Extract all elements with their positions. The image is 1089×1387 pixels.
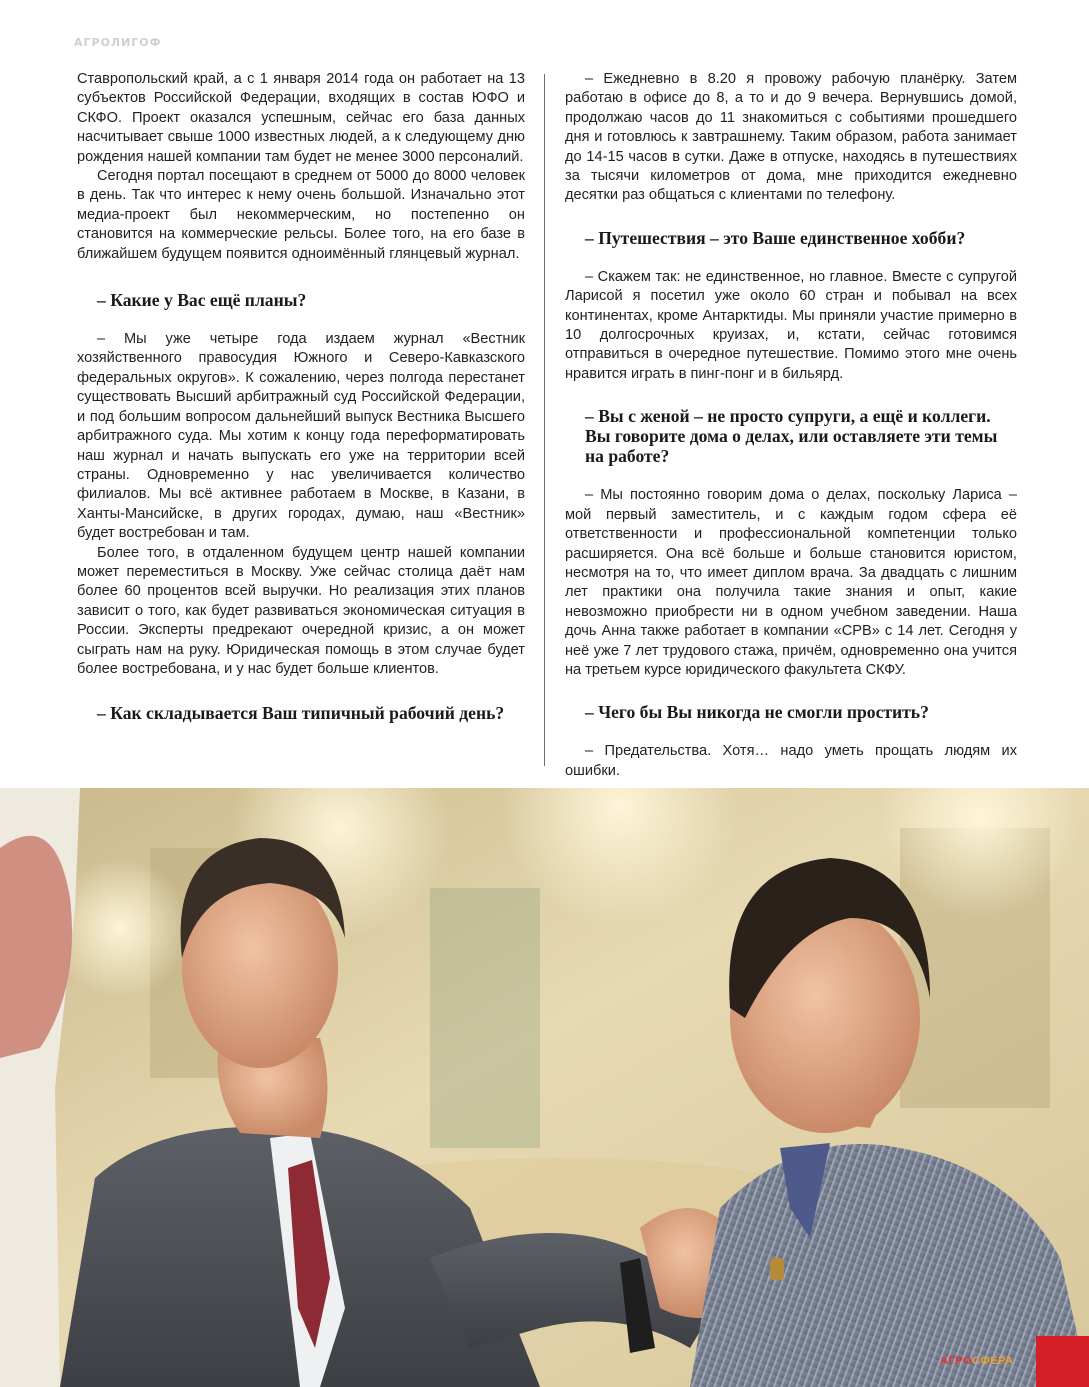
right-column bbox=[565, 70, 1017, 781]
interview-question: – Вы с женой – не просто супруги, а ещё и коллеги. Вы говорите дома о делах, или оставляете эти темы на работе? bbox=[585, 406, 998, 467]
interview-question: – Путешествия – это Ваше единственное хобби? bbox=[585, 227, 966, 248]
article-photo bbox=[0, 788, 1089, 1387]
paragraph: Ставропольский край, а с 1 января 2014 года он работает на 13 субъектов Российской Федерации, входящих в состав ЮФО и СКФО. Проект оказался успешным, сейчас его база данных насчитывает свыше 1000 известных людей, а к следующему дню рождения нашей компании там будет не менее 3000 персоналий. bbox=[77, 71, 525, 165]
interview-question: – Какие у Вас ещё планы? bbox=[97, 290, 307, 311]
brand-logo-text: АГРО bbox=[940, 1355, 972, 1367]
brand-logo bbox=[940, 1355, 1013, 1367]
brand-logo-subtext: СФЕРА bbox=[971, 1355, 1014, 1367]
photo-illustration bbox=[0, 788, 1089, 1387]
paragraph: Сегодня портал посещают в среднем от 5000 до 8000 человек в день. Так что интерес к нему очень большой. Изначально этот медиа-проект был некоммерческим, но постепенно он становится на коммерческие рельсы. Более того, на его базе в ближайшем будущем появится одноимённый глянцевый журнал. bbox=[77, 168, 525, 262]
column-divider bbox=[544, 74, 545, 766]
running-header-mark: АГРОЛИГОФ bbox=[74, 36, 162, 49]
paragraph: – Ежедневно в 8.20 я провожу рабочую планёрку. Затем работаю в офисе до 8, а то и до 9 вечера. Вернувшись домой, продолжаю часов до 11 знакомиться с событиями прошедшего дня и готовлюсь к завтрашнему. Таким образом, работа занимает до 14-15 часов в сутки. Даже в отпуске, находясь в путешествиях за тысячи километров от дома, мне приходится ежедневно десятки раз общаться с клиентами по телефону. bbox=[565, 71, 1017, 204]
paragraph: – Предательства. Хотя… надо уметь прощать людям их ошибки. bbox=[565, 743, 1017, 779]
page-corner-tab bbox=[1036, 1336, 1089, 1387]
paragraph: – Мы постоянно говорим дома о делах, поскольку Лариса – мой первый заместитель, и с каждым годом сфера её ответственности и профессиональной компетенции только расширяется. Она всё больше и больше становится юристом, несмотря на то, что имеет диплом врача. За двадцать с лишним лет практики она получила такие знания и опыт, какие невозможно приобрести ни в одном учебном заведении. Наша дочь Анна также работает в компании «СРВ» с 14 лет. Сегодня у неё уже 7 лет трудового стажа, причём, одновременно она учится на третьем курсе юридического факультета СКФУ. bbox=[565, 487, 1017, 678]
interview-question: – Чего бы Вы никогда не смогли простить? bbox=[585, 702, 929, 723]
interview-question: – Как складывается Ваш типичный рабочий день? bbox=[97, 703, 505, 724]
paragraph: Более того, в отдаленном будущем центр нашей компании может переместиться в Москву. Уже сейчас столица даёт нам более 60 процентов всей выручки. Но реализация этих планов зависит о того, как будет развиваться экономическая ситуация в России. Эксперты предрекают очередной кризис, а он может сыграть нам на руку. Юридическая помощь в этом случае будет более востребована, и у нас будет больше клиентов. bbox=[77, 544, 525, 677]
paragraph: – Скажем так: не единственное, но главное. Вместе с супругой Ларисой я посетил уже около 60 стран и побывал на всех континентах, кроме Антарктиды. Мы приняли участие примерно в 10 долгосрочных круизах, и, кстати, сейчас готовимся отправиться в очередное путешествие. Помимо этого мне очень нравится играть в пинг-понг и в бильярд. bbox=[565, 268, 1017, 382]
paragraph: – Мы уже четыре года издаем журнал «Вестник хозяйственного правосудия Южного и Северо-Кавказского федеральных округов». К сожалению, через полгода перестанет существовать Высший арбитражный суд Российской Федерации, и под большим вопросом дальнейший выпуск Вестника Высшего арбитражного суда. Мы хотим к концу года переформатировать наш журнал и начать выпускать его уже на территории всей страны. Одновременно у нас увеличивается количество филиалов. Мы всё активнее работаем в Москве, в Казани, в Ханты-Мансийске, в других городах, думаю, наш «Вестник» будет востребован и там. bbox=[77, 331, 525, 542]
left-column bbox=[77, 70, 525, 723]
